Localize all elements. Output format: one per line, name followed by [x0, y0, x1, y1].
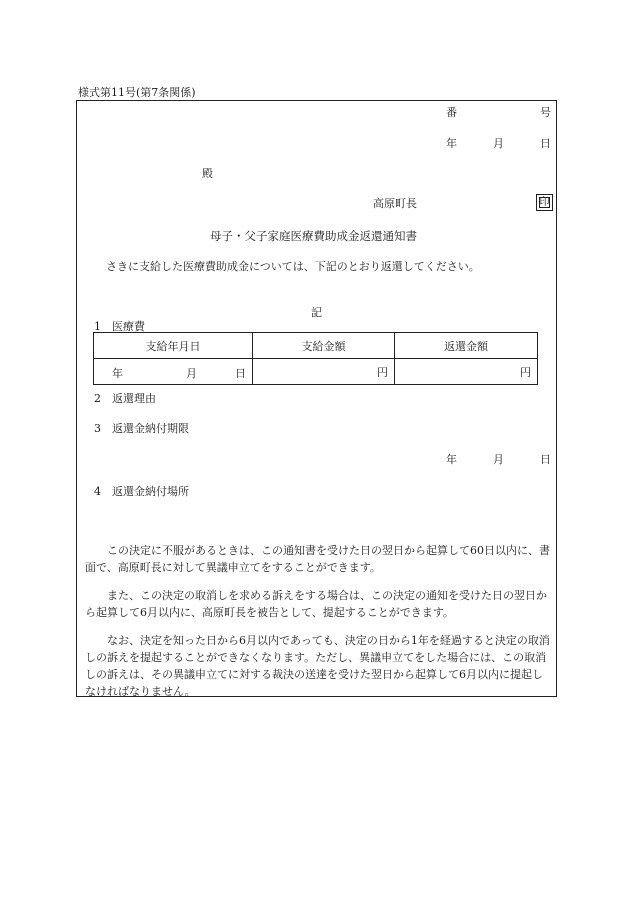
return-amount-cell [395, 359, 538, 385]
date-day: 日 [540, 137, 551, 150]
fee-table [93, 332, 538, 385]
section-payment-deadline: 3 返還金納付期限 [94, 422, 189, 435]
issuer-name: 高原町長 [373, 197, 417, 210]
deadline-day: 日 [540, 453, 551, 466]
payment-date-cell [94, 359, 253, 385]
cell-year: 年 [112, 367, 123, 380]
header-return-amount: 返還金額 [395, 333, 538, 359]
form-number-label: 様式第11号(第7条関係) [78, 86, 196, 99]
header-payment-date: 支給年月日 [94, 333, 253, 359]
payment-amount-cell [253, 359, 395, 385]
seal-mark [536, 194, 553, 211]
deadline-year: 年 [446, 453, 457, 466]
addressee-suffix: 殿 [202, 167, 213, 180]
intro-text: さきに支給した医療費助成金については、下記のとおり返還してください。 [106, 260, 480, 273]
number-kanji: 番 [446, 106, 457, 119]
ki-heading: 記 [311, 306, 322, 319]
yen-unit: 円 [377, 365, 388, 379]
table-row [94, 359, 538, 385]
document-title: 母子・父子家庭医療費助成金返還通知書 [210, 229, 417, 243]
section-payment-place: 4 返還金納付場所 [94, 485, 189, 498]
deadline-month: 月 [493, 453, 504, 466]
section-return-reason: 2 返還理由 [94, 392, 156, 405]
date-year: 年 [446, 137, 457, 150]
cell-month: 月 [186, 367, 197, 380]
notice-paragraph-lawsuit: また、この決定の取消しを求める訴えをする場合は、この決定の通知を受けた日の翌日から起算して6月以内に、高原町長を被告として、提起することができます。 [85, 589, 547, 619]
table-header-row [94, 333, 538, 359]
seal-label: 印 [539, 197, 550, 208]
header-payment-amount: 支給金額 [253, 333, 395, 359]
date-month: 月 [493, 137, 504, 150]
number-suffix: 号 [540, 106, 551, 119]
section-medical-fee: 1 医療費 [94, 320, 145, 333]
cell-day: 日 [235, 367, 246, 380]
yen-unit: 円 [520, 365, 531, 379]
notice-paragraph-deadline: なお、決定を知った日から6月以内であっても、決定の日から1年を経過すると決定の取消しの訴えを提起することができなくなります。ただし、異議申立てをした場合には、この取消しの訴えは、その異議申立てに対する裁決の送達を受けた翌日から起算して6月以内に提起しなければなりません。 [85, 634, 550, 698]
notice-paragraph-objection: この決定に不服があるときは、この通知書を受けた日の翌日から起算して60日以内に、書面で、高原町長に対して異議申立てをすることができます。 [85, 544, 550, 574]
